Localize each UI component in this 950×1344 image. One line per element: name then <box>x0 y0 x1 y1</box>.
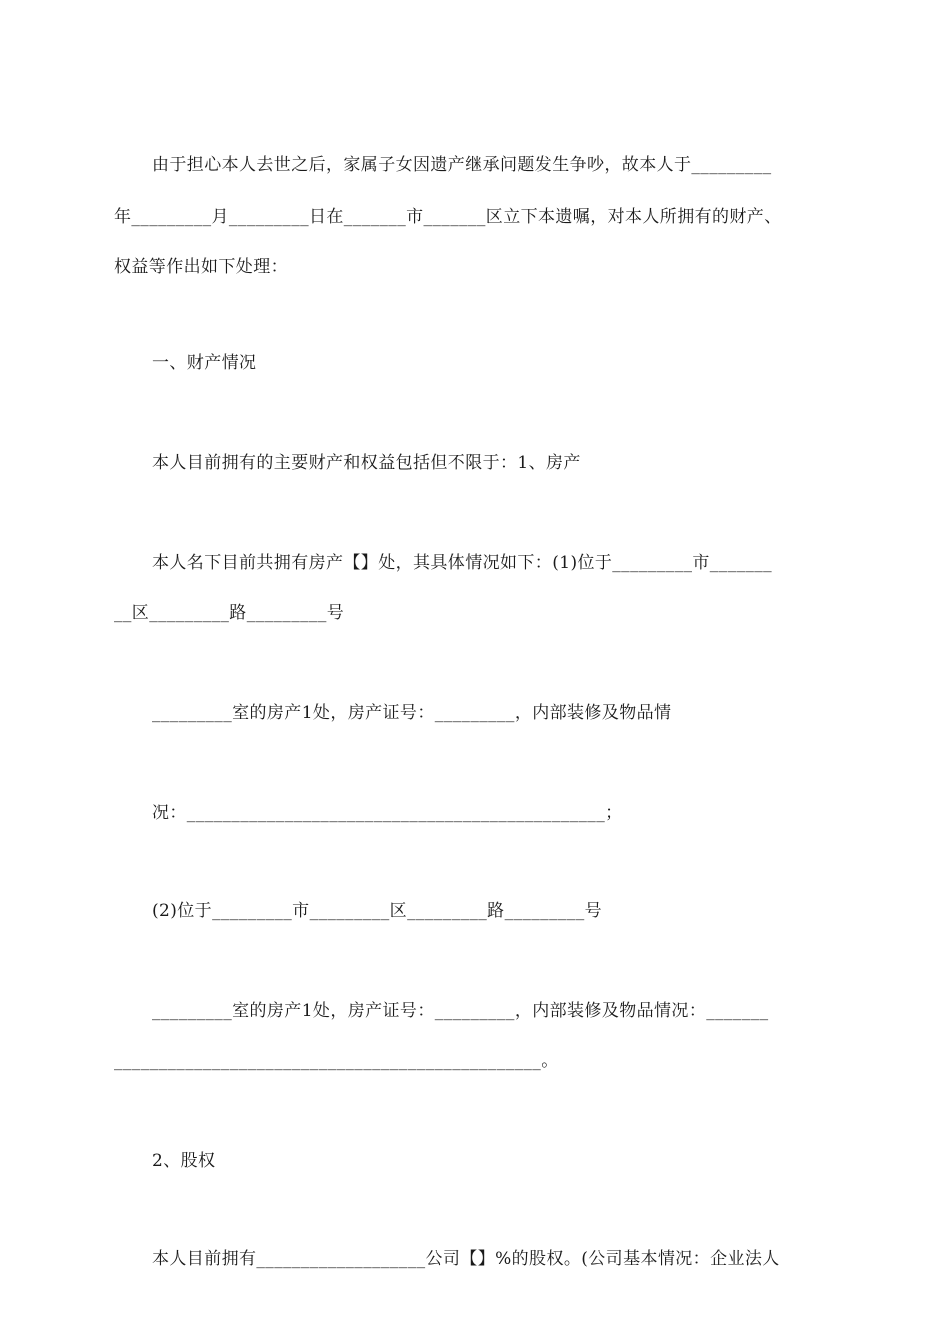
paragraph-house-1-detail: _________室的房产1处，房产证号：_________，内部装修及物品情 <box>152 703 672 723</box>
paragraph-house-1-condition: 况：_______________________________________________； <box>152 803 623 823</box>
paragraph-house-2-detail-line-2: ________________________________________________。 <box>114 1051 559 1071</box>
paragraph-house-2-address: (2)位于_________市_________区_________路_________号 <box>152 901 603 921</box>
section-heading-property: 一、财产情况 <box>152 353 257 373</box>
paragraph-intro-line-1: 由于担心本人去世之后，家属子女因遗产继承问题发生争吵，故本人于_________ <box>152 155 772 175</box>
paragraph-houses-line-2: __区_________路_________号 <box>114 603 345 623</box>
paragraph-main-assets: 本人目前拥有的主要财产和权益包括但不限于：1、房产 <box>152 453 581 473</box>
paragraph-intro-line-2: 年_________月_________日在_______市_______区立下本遗嘱，对本人所拥有的财产、 <box>114 207 782 227</box>
paragraph-house-2-detail-line-1: _________室的房产1处，房产证号：_________，内部装修及物品情况：_______ <box>152 1001 769 1021</box>
paragraph-houses-line-1: 本人名下目前共拥有房产【】处，其具体情况如下：(1)位于_________市_______ <box>152 553 773 573</box>
paragraph-equity: 本人目前拥有___________________公司【】%的股权。(公司基本情况：企业法人 <box>152 1249 780 1269</box>
section-heading-equity: 2、股权 <box>152 1151 216 1171</box>
paragraph-intro-line-3: 权益等作出如下处理： <box>114 257 288 277</box>
